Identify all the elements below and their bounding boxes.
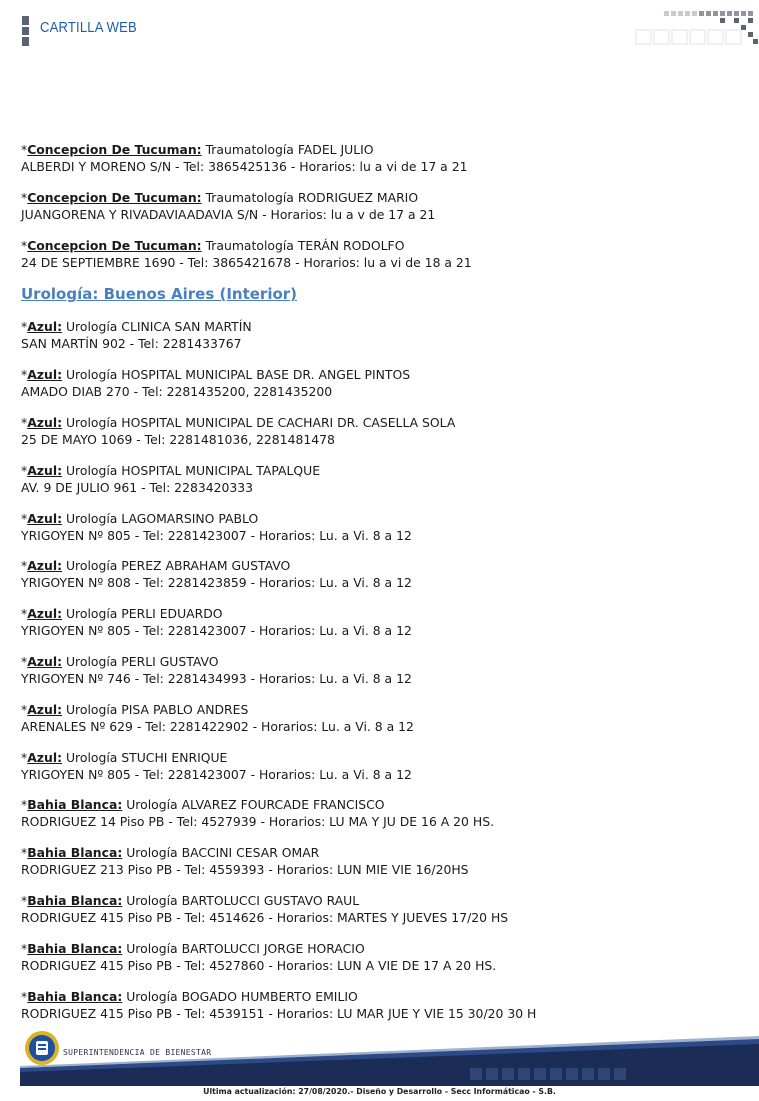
entry-line-1 <box>21 189 741 206</box>
header-title: CARTILLA WEB <box>40 20 137 36</box>
page-header <box>0 0 759 60</box>
entry-description: Urología STUCHI ENRIQUE <box>62 749 228 765</box>
listing-entry <box>21 892 741 926</box>
entry-prefix: * <box>21 367 28 383</box>
entry-location: Bahia Blanca: <box>27 892 123 908</box>
entry-address: ALBERDI Y MORENO S/N - Tel: 3865425136 - Horarios: lu a vi de 17 a 21 <box>21 159 468 174</box>
page-footer <box>0 1024 759 1101</box>
footer-update-note: Ultima actualización: 27/08/2020.- Diseño y Desarrollo - Secc Informáticao - S.B. <box>203 1087 556 1096</box>
entry-address: YRIGOYEN Nº 805 - Tel: 2281423007 - Horarios: Lu. a Vi. 8 a 12 <box>21 766 412 782</box>
entry-location: Concepcion De Tucuman: <box>27 142 202 157</box>
section-title <box>21 284 741 304</box>
entry-location: Azul: <box>27 414 63 430</box>
listing-entry <box>21 141 741 175</box>
entry-address: 24 DE SEPTIEMBRE 1690 - Tel: 3865421678 - Horarios: lu a vi de 18 a 21 <box>21 254 472 270</box>
entry-address: YRIGOYEN Nº 808 - Tel: 2281423859 - Horarios: Lu. a Vi. 8 a 12 <box>21 575 412 591</box>
listing-entry <box>21 605 741 639</box>
entry-description: Traumatología FADEL JULIO <box>201 142 374 157</box>
entry-line-1 <box>21 462 741 479</box>
entry-prefix: * <box>21 510 28 526</box>
entry-description: Urología CLINICA SAN MARTÍN <box>62 319 252 335</box>
entry-address: YRIGOYEN Nº 805 - Tel: 2281423007 - Horarios: Lu. a Vi. 8 a 12 <box>21 527 412 543</box>
entry-prefix: * <box>21 414 28 430</box>
entry-description: Urología HOSPITAL MUNICIPAL TAPALQUE <box>62 462 321 478</box>
listing-entry <box>21 189 741 223</box>
listing-entry <box>21 237 741 271</box>
listing-entry <box>21 940 741 974</box>
listing-content <box>21 141 741 1035</box>
listing-entry <box>21 701 741 735</box>
section-specialty: Urología: <box>21 285 99 304</box>
entry-line-1 <box>21 892 741 909</box>
entry-location: Azul: <box>27 653 63 669</box>
entry-description: Urología BARTOLUCCI JORGE HORACIO <box>122 940 365 956</box>
entry-description: Urología PERLI GUSTAVO <box>62 653 219 669</box>
entry-location: Azul: <box>27 367 63 383</box>
entry-prefix: * <box>21 558 28 574</box>
entry-prefix: * <box>21 701 28 717</box>
entry-address: ARENALES Nº 629 - Tel: 2281422902 - Horarios: Lu. a Vi. 8 a 12 <box>21 718 414 734</box>
entry-line-1 <box>21 940 741 957</box>
entry-address: AMADO DIAB 270 - Tel: 2281435200, 2281435200 <box>21 384 333 400</box>
entry-address: YRIGOYEN Nº 746 - Tel: 2281434993 - Horarios: Lu. a Vi. 8 a 12 <box>21 670 412 686</box>
entry-line-1 <box>21 366 741 383</box>
entry-location: Azul: <box>27 319 63 335</box>
urologia-list <box>21 318 741 1021</box>
entry-line-1 <box>21 141 741 158</box>
listing-entry <box>21 462 741 496</box>
entry-line-1 <box>21 653 741 670</box>
footer-organization: SUPERINTENDENCIA DE BIENESTAR <box>63 1048 212 1057</box>
entry-prefix: * <box>21 749 28 765</box>
listing-entry <box>21 557 741 591</box>
entry-description: Urología PISA PABLO ANDRES <box>62 701 249 717</box>
entry-prefix: * <box>21 462 28 478</box>
traumatologia-list <box>21 141 741 271</box>
entry-location: Azul: <box>27 462 63 478</box>
entry-description: Urología LAGOMARSINO PABLO <box>62 510 259 526</box>
entry-address: AV. 9 DE JULIO 961 - Tel: 2283420333 <box>21 479 254 495</box>
entry-location: Concepcion De Tucuman: <box>27 237 202 253</box>
listing-entry <box>21 988 741 1022</box>
entry-prefix: * <box>21 319 28 335</box>
entry-address: RODRIGUEZ 415 Piso PB - Tel: 4539151 - Horarios: LU MAR JUE Y VIE 15 30/20 30 H <box>21 1005 537 1021</box>
entry-address: SAN MARTÍN 902 - Tel: 2281433767 <box>21 336 242 352</box>
entry-prefix: * <box>21 988 28 1004</box>
entry-address: RODRIGUEZ 213 Piso PB - Tel: 4559393 - Horarios: LUN MIE VIE 16/20HS <box>21 862 469 878</box>
listing-entry <box>21 749 741 783</box>
entry-prefix: * <box>21 189 28 205</box>
listing-entry <box>21 510 741 544</box>
entry-description: Urología HOSPITAL MUNICIPAL DE CACHARI DR. CASELLA SOLA <box>62 414 456 430</box>
entry-line-1 <box>21 988 741 1005</box>
header-pixel-decoration-icon <box>634 10 759 46</box>
listing-entry <box>21 796 741 830</box>
entry-prefix: * <box>21 142 28 157</box>
entry-prefix: * <box>21 606 28 622</box>
entry-location: Bahia Blanca: <box>27 797 123 813</box>
entry-prefix: * <box>21 940 28 956</box>
entry-line-1 <box>21 844 741 861</box>
entry-description: Urología ALVAREZ FOURCADE FRANCISCO <box>122 797 385 813</box>
entry-description: Urología PERLI EDUARDO <box>62 606 223 622</box>
listing-entry <box>21 366 741 400</box>
entry-prefix: * <box>21 797 28 813</box>
listing-entry <box>21 318 741 352</box>
entry-description: Urología HOSPITAL MUNICIPAL BASE DR. ANGEL PINTOS <box>62 367 411 383</box>
entry-line-1 <box>21 510 741 527</box>
entry-address: RODRIGUEZ 415 Piso PB - Tel: 4514626 - Horarios: MARTES Y JUEVES 17/20 HS <box>21 909 509 925</box>
entry-address: RODRIGUEZ 415 Piso PB - Tel: 4527860 - Horarios: LUN A VIE DE 17 A 20 HS. <box>21 957 497 973</box>
entry-prefix: * <box>21 237 28 253</box>
entry-location: Bahia Blanca: <box>27 940 123 956</box>
header-bar-icon <box>22 16 29 46</box>
entry-line-1 <box>21 605 741 622</box>
entry-description: Traumatología TERÁN RODOLFO <box>201 237 405 253</box>
entry-location: Azul: <box>27 510 63 526</box>
entry-description: Urología PEREZ ABRAHAM GUSTAVO <box>62 558 291 574</box>
listing-entry <box>21 414 741 448</box>
entry-line-1 <box>21 318 741 335</box>
entry-address: YRIGOYEN Nº 805 - Tel: 2281423007 - Horarios: Lu. a Vi. 8 a 12 <box>21 623 412 639</box>
listing-entry <box>21 844 741 878</box>
entry-address: 25 DE MAYO 1069 - Tel: 2281481036, 2281481478 <box>21 431 335 447</box>
listing-entry <box>21 653 741 687</box>
entry-location: Azul: <box>27 558 63 574</box>
entry-line-1 <box>21 237 741 254</box>
entry-line-1 <box>21 701 741 718</box>
entry-description: Traumatología RODRIGUEZ MARIO <box>201 189 419 205</box>
entry-location: Azul: <box>27 701 63 717</box>
entry-location: Bahia Blanca: <box>27 988 123 1004</box>
entry-prefix: * <box>21 845 28 861</box>
entry-prefix: * <box>21 892 28 908</box>
entry-description: Urología BOGADO HUMBERTO EMILIO <box>122 988 358 1004</box>
entry-line-1 <box>21 796 741 813</box>
section-region: Buenos Aires (Interior) <box>103 285 298 304</box>
entry-line-1 <box>21 749 741 766</box>
entry-prefix: * <box>21 653 28 669</box>
entry-location: Concepcion De Tucuman: <box>27 189 202 205</box>
entry-line-1 <box>21 414 741 431</box>
entry-line-1 <box>21 557 741 574</box>
entry-description: Urología BARTOLUCCI GUSTAVO RAUL <box>122 892 360 908</box>
entry-location: Bahia Blanca: <box>27 845 123 861</box>
institution-seal-icon <box>24 1030 60 1066</box>
entry-description: Urología BACCINI CESAR OMAR <box>122 845 320 861</box>
entry-address: JUANGORENA Y RIVADAVIAADAVIA S/N - Horarios: lu a v de 17 a 21 <box>21 206 436 222</box>
entry-location: Azul: <box>27 749 63 765</box>
entry-address: RODRIGUEZ 14 Piso PB - Tel: 4527939 - Horarios: LU MA Y JU DE 16 A 20 HS. <box>21 814 495 830</box>
entry-location: Azul: <box>27 606 63 622</box>
